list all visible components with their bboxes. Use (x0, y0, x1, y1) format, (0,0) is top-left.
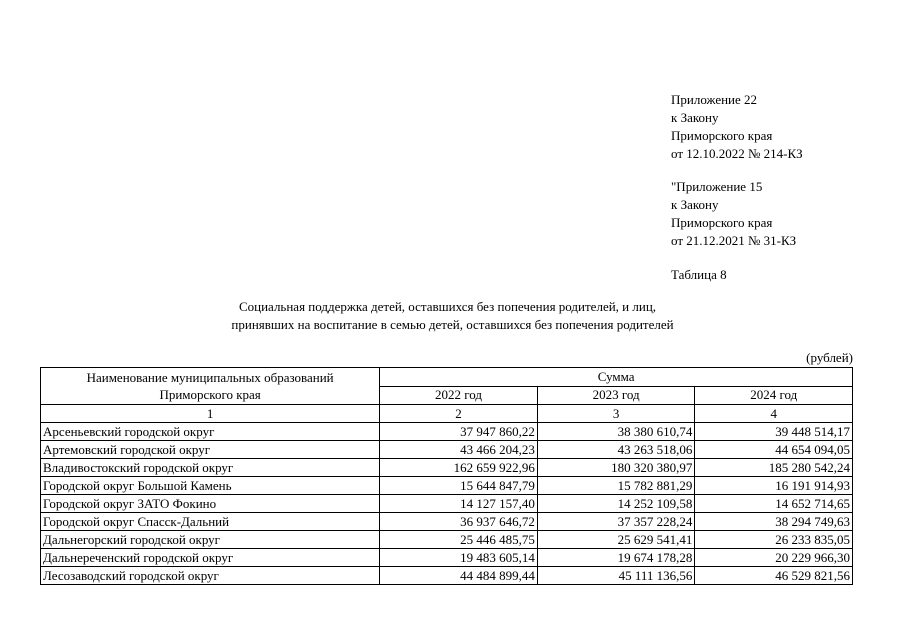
amount-2024: 44 654 094,05 (695, 441, 853, 459)
amount-2024: 185 280 542,24 (695, 459, 853, 477)
column-number-3: 3 (537, 405, 695, 423)
appendix-current-reference (671, 91, 803, 163)
table-row (41, 423, 853, 441)
municipality-name: Лесозаводский городской округ (41, 567, 380, 585)
amount-2023: 19 674 178,28 (537, 549, 695, 567)
column-number-1: 1 (41, 405, 380, 423)
table-row (41, 531, 853, 549)
amount-2024: 16 191 914,93 (695, 477, 853, 495)
municipality-name: Дальнереченский городской округ (41, 549, 380, 567)
municipality-name: Владивостокский городской округ (41, 459, 380, 477)
amount-2024: 14 652 714,65 (695, 495, 853, 513)
document-title-line-1: Социальная поддержка детей, оставшихся без попечения родителей, и лиц, (238, 299, 657, 314)
appendix-current-line-4: от 12.10.2022 № 214-КЗ (671, 146, 803, 161)
amount-2023: 14 252 109,58 (537, 495, 695, 513)
amount-2022: 15 644 847,79 (380, 477, 538, 495)
amount-2022: 25 446 485,75 (380, 531, 538, 549)
amount-2023: 15 782 881,29 (537, 477, 695, 495)
amount-2022: 162 659 922,96 (380, 459, 538, 477)
document-title (0, 298, 905, 334)
municipality-name: Арсеньевский городской округ (41, 423, 380, 441)
table-row (41, 495, 853, 513)
table-row (41, 513, 853, 531)
appendix-current-line-2: к Закону (671, 110, 719, 125)
document-title-line-2: принявших на воспитание в семью детей, оставшихся без попечения родителей (231, 317, 674, 332)
amount-2024: 46 529 821,56 (695, 567, 853, 585)
table-row (41, 567, 853, 585)
amount-2022: 19 483 605,14 (380, 549, 538, 567)
header-municipality-line-1: Наименование муниципальных образований (86, 370, 334, 385)
appendix-current-line-1: Приложение 22 (671, 92, 758, 107)
column-number-2: 2 (380, 405, 538, 423)
municipality-name: Артемовский городской округ (41, 441, 380, 459)
header-year-2024: 2024 год (695, 386, 853, 405)
municipality-name: Городской округ Большой Камень (41, 477, 380, 495)
amount-2022: 44 484 899,44 (380, 567, 538, 585)
appendix-current-line-3: Приморского края (671, 128, 773, 143)
amount-2023: 43 263 518,06 (537, 441, 695, 459)
column-number-4: 4 (695, 405, 853, 423)
appendix-original-line-2: к Закону (671, 197, 719, 212)
header-year-2023: 2023 год (537, 386, 695, 405)
header-year-2022: 2022 год (380, 386, 538, 405)
amount-2023: 25 629 541,41 (537, 531, 695, 549)
amount-2022: 14 127 157,40 (380, 495, 538, 513)
amount-2023: 180 320 380,97 (537, 459, 695, 477)
table-row (41, 549, 853, 567)
table-row (41, 477, 853, 495)
budget-table (40, 367, 853, 585)
appendix-original-line-1: "Приложение 15 (671, 179, 763, 194)
table-number: Таблица 8 (671, 267, 727, 282)
amount-2022: 37 947 860,22 (380, 423, 538, 441)
appendix-original-line-4: от 21.12.2021 № 31-КЗ (671, 233, 797, 248)
amount-2022: 43 466 204,23 (380, 441, 538, 459)
municipality-name: Городской округ ЗАТО Фокино (41, 495, 380, 513)
municipality-name: Городской округ Спасск-Дальний (41, 513, 380, 531)
amount-2024: 39 448 514,17 (695, 423, 853, 441)
amount-2023: 38 380 610,74 (537, 423, 695, 441)
amount-2024: 38 294 749,63 (695, 513, 853, 531)
appendix-original-reference (671, 178, 796, 250)
amount-2024: 26 233 835,05 (695, 531, 853, 549)
table-row (41, 459, 853, 477)
header-municipality (41, 368, 380, 405)
appendix-original-line-3: Приморского края (671, 215, 773, 230)
units-label: (рублей) (806, 350, 853, 365)
header-sum: Сумма (380, 368, 853, 387)
table-row (41, 441, 853, 459)
header-municipality-line-2: Приморского края (159, 387, 261, 402)
amount-2022: 36 937 646,72 (380, 513, 538, 531)
amount-2023: 45 111 136,56 (537, 567, 695, 585)
amount-2023: 37 357 228,24 (537, 513, 695, 531)
municipality-name: Дальнегорский городской округ (41, 531, 380, 549)
amount-2024: 20 229 966,30 (695, 549, 853, 567)
